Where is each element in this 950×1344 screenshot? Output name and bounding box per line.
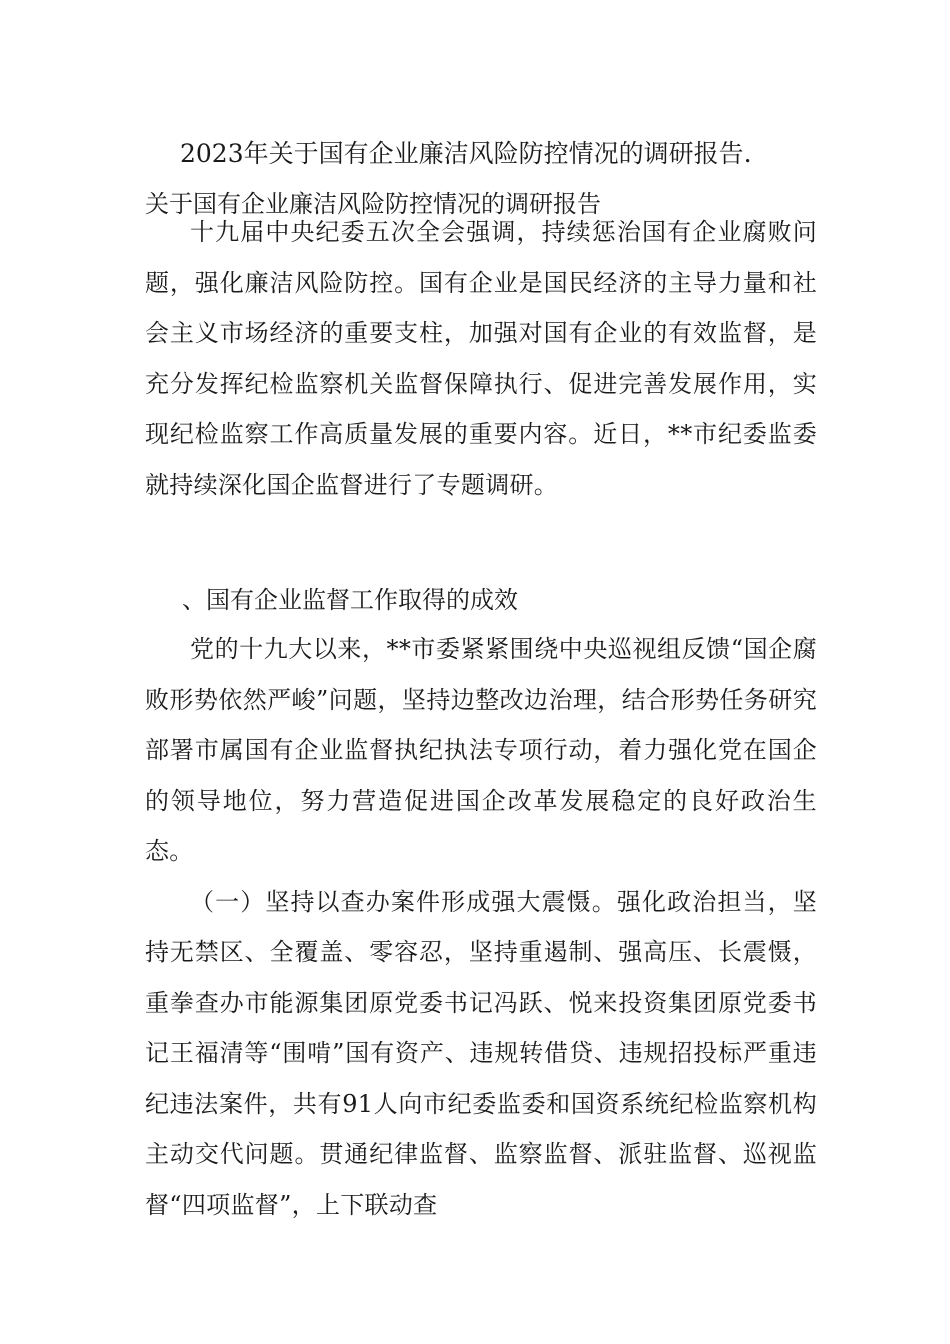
section-body (145, 624, 817, 1230)
document-title: 2023年关于国有企业廉洁风险防控情况的调研报告. (180, 139, 752, 168)
intro-section (145, 207, 817, 510)
intro-paragraph: 十九届中央纪委五次全会强调，持续惩治国有企业腐败问题，强化廉洁风险防控。国有企业是国民经济的主导力量和社会主义市场经济的重要支柱，加强对国有企业的有效监督，是充分发挥纪检监察机关监督保障执行、促进完善发展作用，实现纪检监察工作高质量发展的重要内容。近日，**市纪委监委就持续深化国企监督进行了专题调研。 (145, 218, 817, 499)
section-heading: 、国有企业监督工作取得的成效 (182, 586, 518, 614)
document-subtitle: 关于国有企业廉洁风险防控情况的调研报告 (145, 190, 601, 218)
section-paragraph-1: 党的十九大以来，**市委紧紧围绕中央巡视组反馈“国企腐败形势依然严峻”问题，坚持边整改边治理，结合形势任务研究部署市属国有企业监督执纪执法专项行动，着力强化党在国企的领导地位，努力营造促进国企改革发展稳定的良好政治生态。 (145, 635, 817, 865)
section-paragraph-2: （一）坚持以查办案件形成强大震慑。强化政治担当，坚持无禁区、全覆盖、零容忍，坚持重遏制、强高压、长震慑，重拳查办市能源集团原党委书记冯跃、悦来投资集团原党委书记王福清等“围啃”国有资产、违规转借贷、违规招投标严重违纪违法案件，共有91人向市纪委监委和国资系统纪检监察机构主动交代问题。贯通纪律监督、监察监督、派驻监督、巡视监督“四项监督”，上下联动查 (145, 887, 817, 1219)
